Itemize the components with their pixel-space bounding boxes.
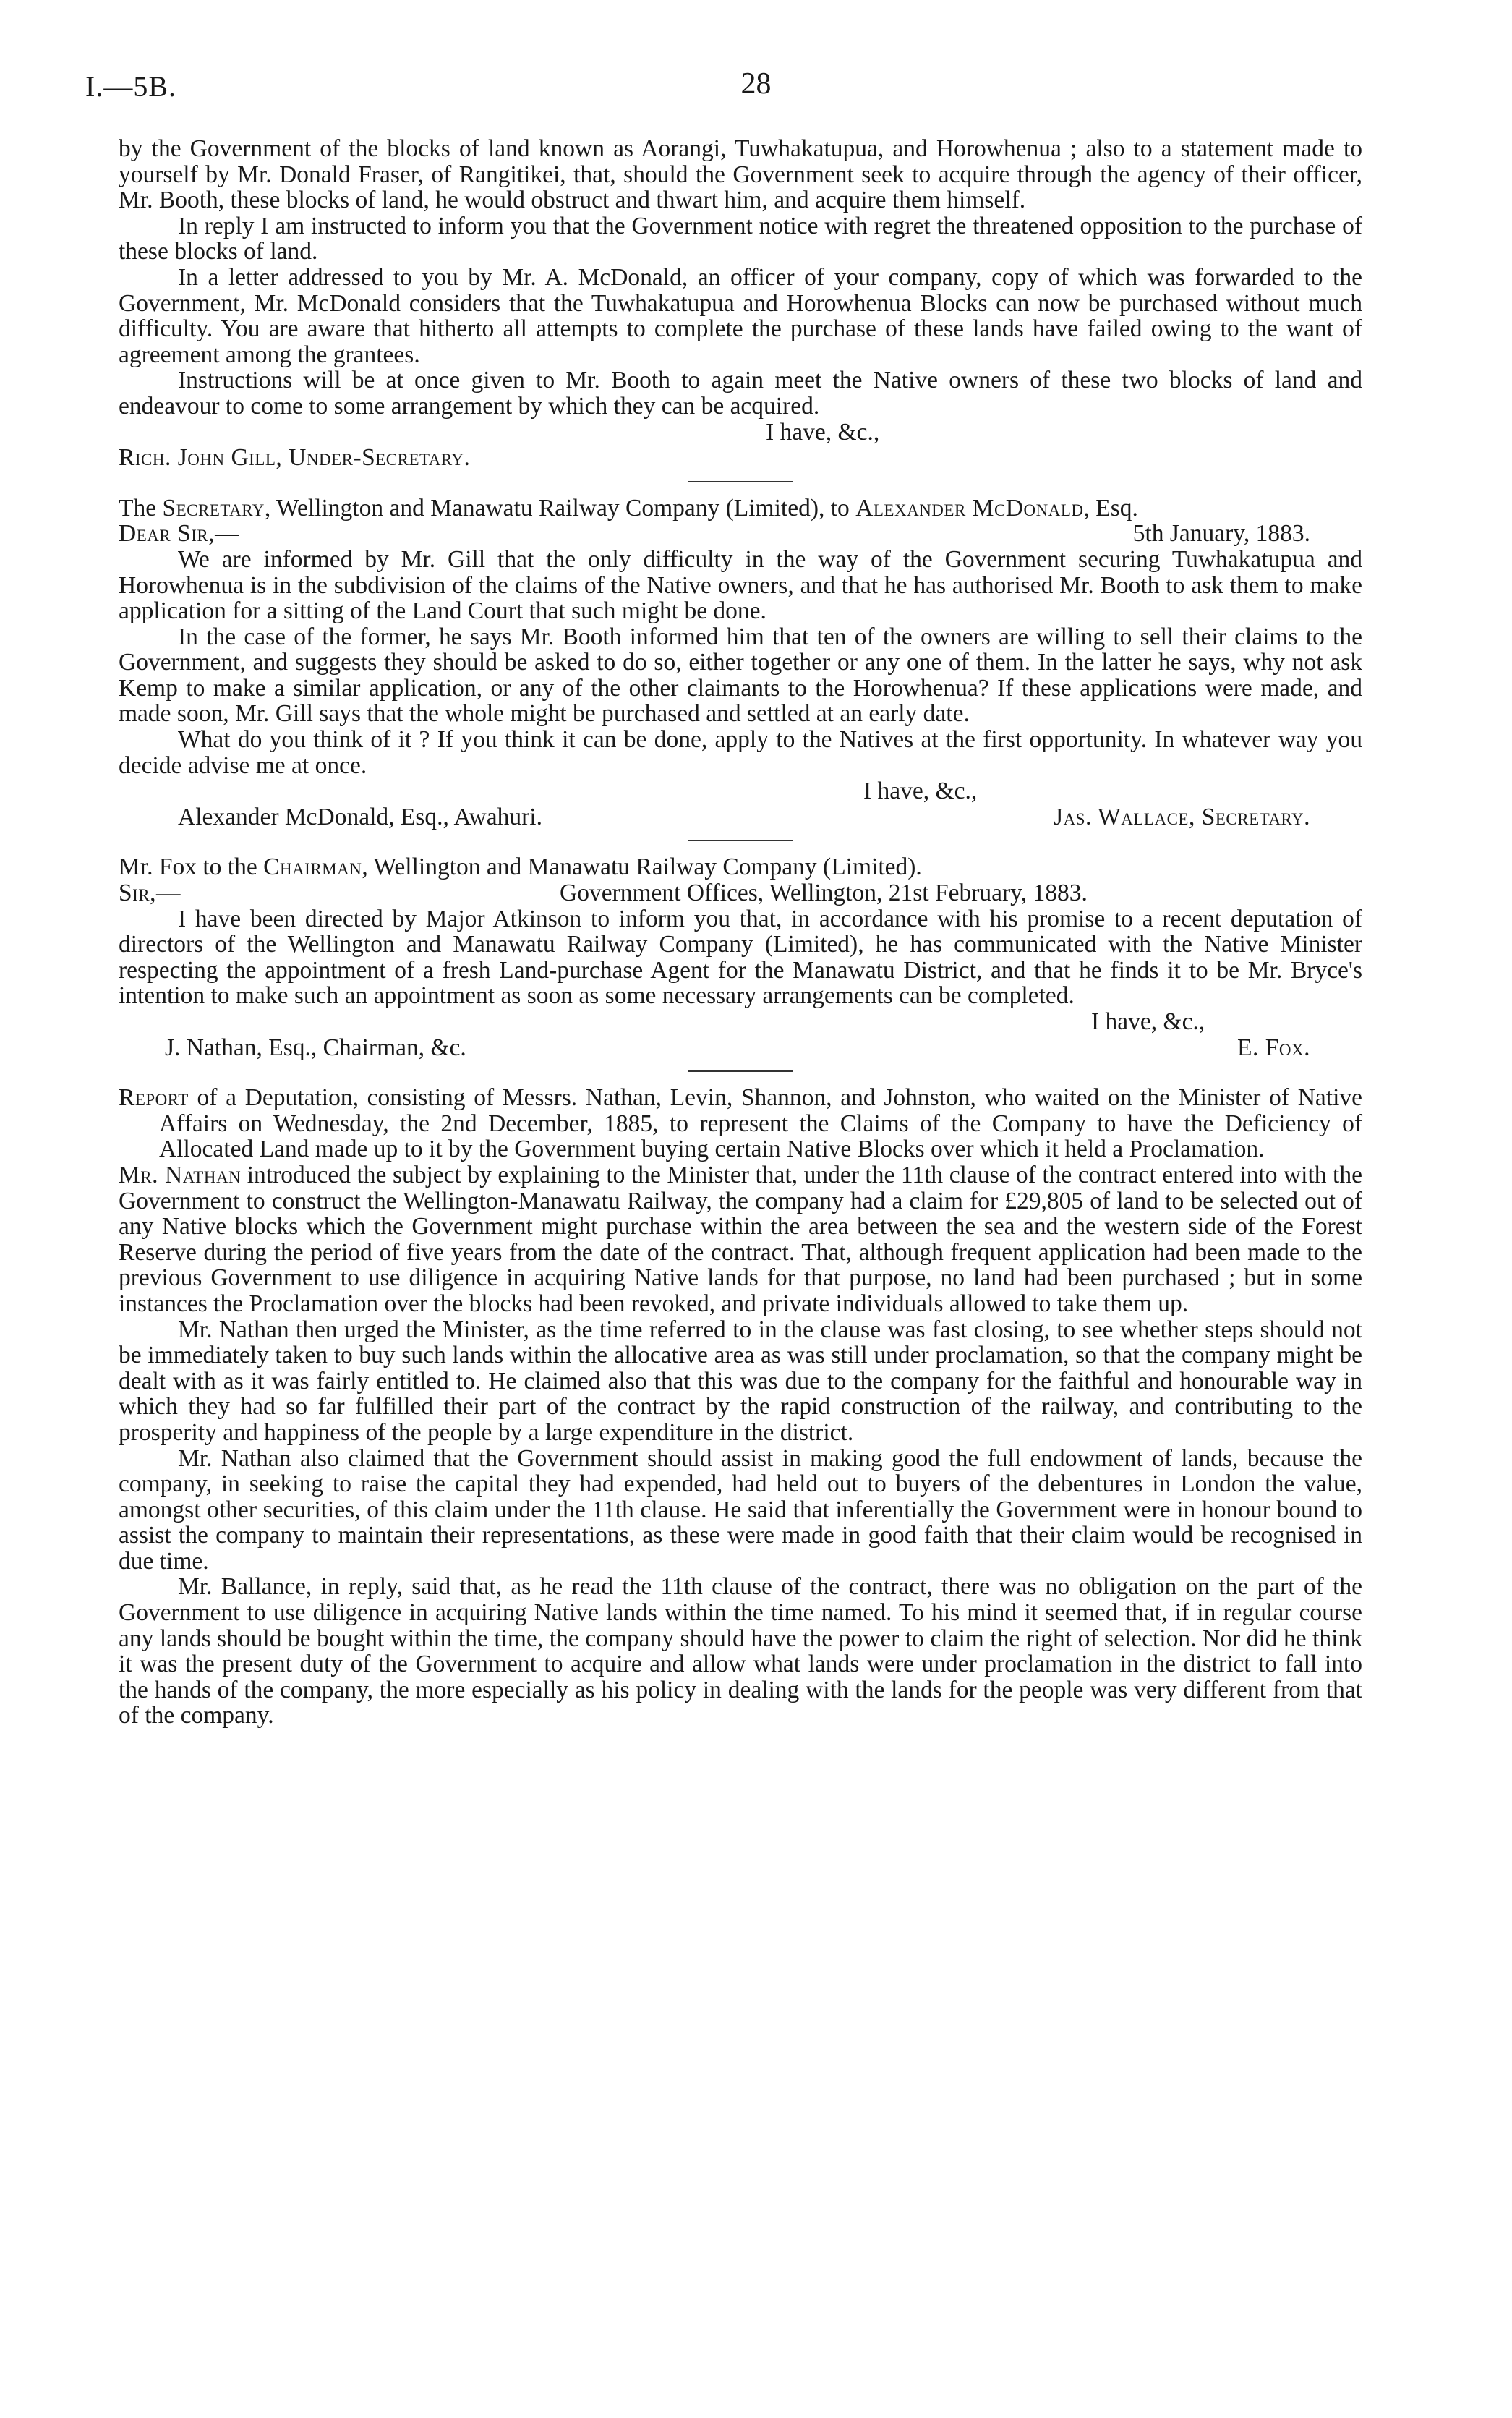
letter-2-closing: I have, &c., — [863, 778, 978, 805]
letter-3-addressee: J. Nathan, Esq., Chairman, &c. — [165, 1034, 466, 1061]
letter-2-addressee: Alexander McDonald, Esq., Awahuri. — [178, 803, 542, 830]
letter-2-paragraph: What do you think of it ? If you think it can be done, apply to the Natives at the first opportunity. In whatever way you decide advise me at once. — [119, 726, 1362, 779]
letter-1-closing: I have, &c., — [766, 418, 880, 446]
section-divider — [688, 1070, 793, 1072]
report-paragraph: Mr. Ballance, in reply, said that, as he read the 11th clause of the contract, there was no obligation on the part of the Government to use diligence in acquiring Native lands within the time named. To his mind it seemed that, if in regular course any lands should be bought within the time, the company should have the power to claim the right of selection. Nor did he think it was the present duty of the Government to acquire and allow what lands were under proclamation in the district to fall into the hands of the company, the more especially as his policy in dealing with the lands for the people was very different from that of the company. — [119, 1573, 1362, 1729]
letter-1-paragraph: by the Government of the blocks of land known as Aorangi, Tuwhakatupua, and Horowhenua ; also to a statement made to yourself by Mr. Donald Fraser, of Rangitikei, that, should the Government seek to acquire through the agency of their officer, Mr. Booth, these blocks of land, he would obstruct and thwart him, and acquire them himself. — [119, 135, 1362, 214]
letter-3-paragraph: I have been directed by Major Atkinson to inform you that, in accordance with his promise to a recent deputation of directors of the Wellington and Manawatu Railway Company (Limited), he has communicated with the Native Minister respecting the appointment of a fresh Land-purchase Agent for the Manawatu District, and that he finds it to be Mr. Bryce's intention to make such an appointment as soon as some necessary arrangements can be completed. — [119, 905, 1362, 1010]
section-divider — [688, 840, 793, 841]
letter-3-salutation: Sir,— — [119, 880, 181, 907]
section-divider — [688, 481, 793, 482]
letter-2-paragraph: We are informed by Mr. Gill that the only difficulty in the way of the Government securing Tuwhakatupua and Horowhenua is in the subdivision of the claims of the Native owners, and that he has authorised Mr. Booth to ask them to make application for a sitting of the Land Court that such might be done. — [119, 545, 1362, 625]
report-title: Report of a Deputation, consisting of Messrs. Nathan, Levin, Shannon, and Johnston, who waited on the Minister of Native Affairs on Wednesday, the 2nd December, 1885, to represent the Claims of the Company to have the Deficiency of Allocated Land made up to it by the Government buying certain Native Blocks over which it held a Proclamation. — [119, 1084, 1362, 1163]
document-reference: I.—5B. — [85, 70, 176, 103]
letter-2-title: The Secretary, Wellington and Manawatu Railway Company (Limited), to Alexander McDonald, Esq. — [119, 494, 1138, 522]
letter-3-signature: E. Fox. — [1237, 1034, 1310, 1061]
letter-1-paragraph: Instructions will be at once given to Mr. Booth to again meet the Native owners of these two blocks of land and endeavour to come to some arrangement by which they can be acquired. — [119, 367, 1362, 420]
letter-1 — [119, 136, 1362, 1729]
letter-3-title: Mr. Fox to the Chairman, Wellington and Manawatu Railway Company (Limited). — [119, 853, 922, 881]
report-paragraph: Mr. Nathan introduced the subject by explaining to the Minister that, under the 11th clause of the contract entered into with the Government to construct the Wellington-Manawatu Railway, the company had a claim for £29,805 of land to be selected out of any Native blocks which the Government might purchase within the area between the sea and the western side of the Forest Reserve during the period of five years from the date of the contract. That, although frequent application had been made to the previous Government to use diligence in acquiring Native lands for that purpose, no land had been purchased ; but in some instances the Proclamation over the blocks had been revoked, and private individuals allowed to take them up. — [119, 1161, 1362, 1317]
page-number: 28 — [740, 67, 772, 101]
letter-2-salutation: Dear Sir,— — [119, 520, 240, 548]
report-paragraph: Mr. Nathan then urged the Minister, as the time referred to in the clause was fast closing, to see whether steps should not be immediately taken to buy such lands within the allocative area as was still under proclamation, so that the company might be dealt with as it was fairly entitled to. He claimed also that this was due to the company for the faithful and honourable way in which they had so far fulfilled their part of the contract by the rapid construction of the railway, and contributing to the prosperity and happiness of the people by a large expenditure in the district. — [119, 1316, 1362, 1446]
letter-2-signature-row — [119, 804, 1362, 830]
letter-1-paragraph: In a letter addressed to you by Mr. A. McDonald, an officer of your company, copy of which was forwarded to the Government, Mr. McDonald considers that the Tuwhakatupua and Horowhenua Blocks can now be purchased without much difficulty. You are aware that hitherto all attempts to complete the purchase of these lands have failed owing to the want of agreement among the grantees. — [119, 263, 1362, 368]
letter-3-salutation-row — [119, 880, 1362, 906]
letter-2-paragraph: In the case of the former, he says Mr. Booth informed him that ten of the owners are willing to sell their claims to the Government, and suggests they should be asked to do so, either together or any one of them. In the latter he says, why not ask Kemp to make a similar application, or any of the other claimants to the Horowhenua? If these applications were made, and made soon, Mr. Gill says that the whole might be purchased and settled at an early date. — [119, 623, 1362, 728]
letter-1-paragraph: In reply I am instructed to inform you that the Government notice with regret the threatened opposition to the purchase of these blocks of land. — [119, 212, 1362, 265]
letter-2-signature: Jas. Wallace, Secretary. — [1054, 803, 1310, 830]
letter-3-place-date: Government Offices, Wellington, 21st February, 1883. — [560, 880, 1088, 907]
letter-2-date: 5th January, 1883. — [1132, 520, 1310, 548]
letter-2-salutation-row — [119, 521, 1362, 547]
letter-3-signature-row — [119, 1035, 1362, 1061]
letter-1-signature: Rich. John Gill, Under-Secretary. — [119, 444, 471, 472]
letter-3-closing: I have, &c., — [1091, 1008, 1205, 1035]
report-paragraph: Mr. Nathan also claimed that the Government should assist in making good the full endowment of lands, because the company, in seeking to raise the capital they had expended, had held out to buyers of the debentures in London the value, amongst other securities, of this claim under the 11th clause. He said that inferentially the Government were in honour bound to assist the company to maintain their representations, as these were made in good faith that their claim would be recognised in due time. — [119, 1444, 1362, 1575]
